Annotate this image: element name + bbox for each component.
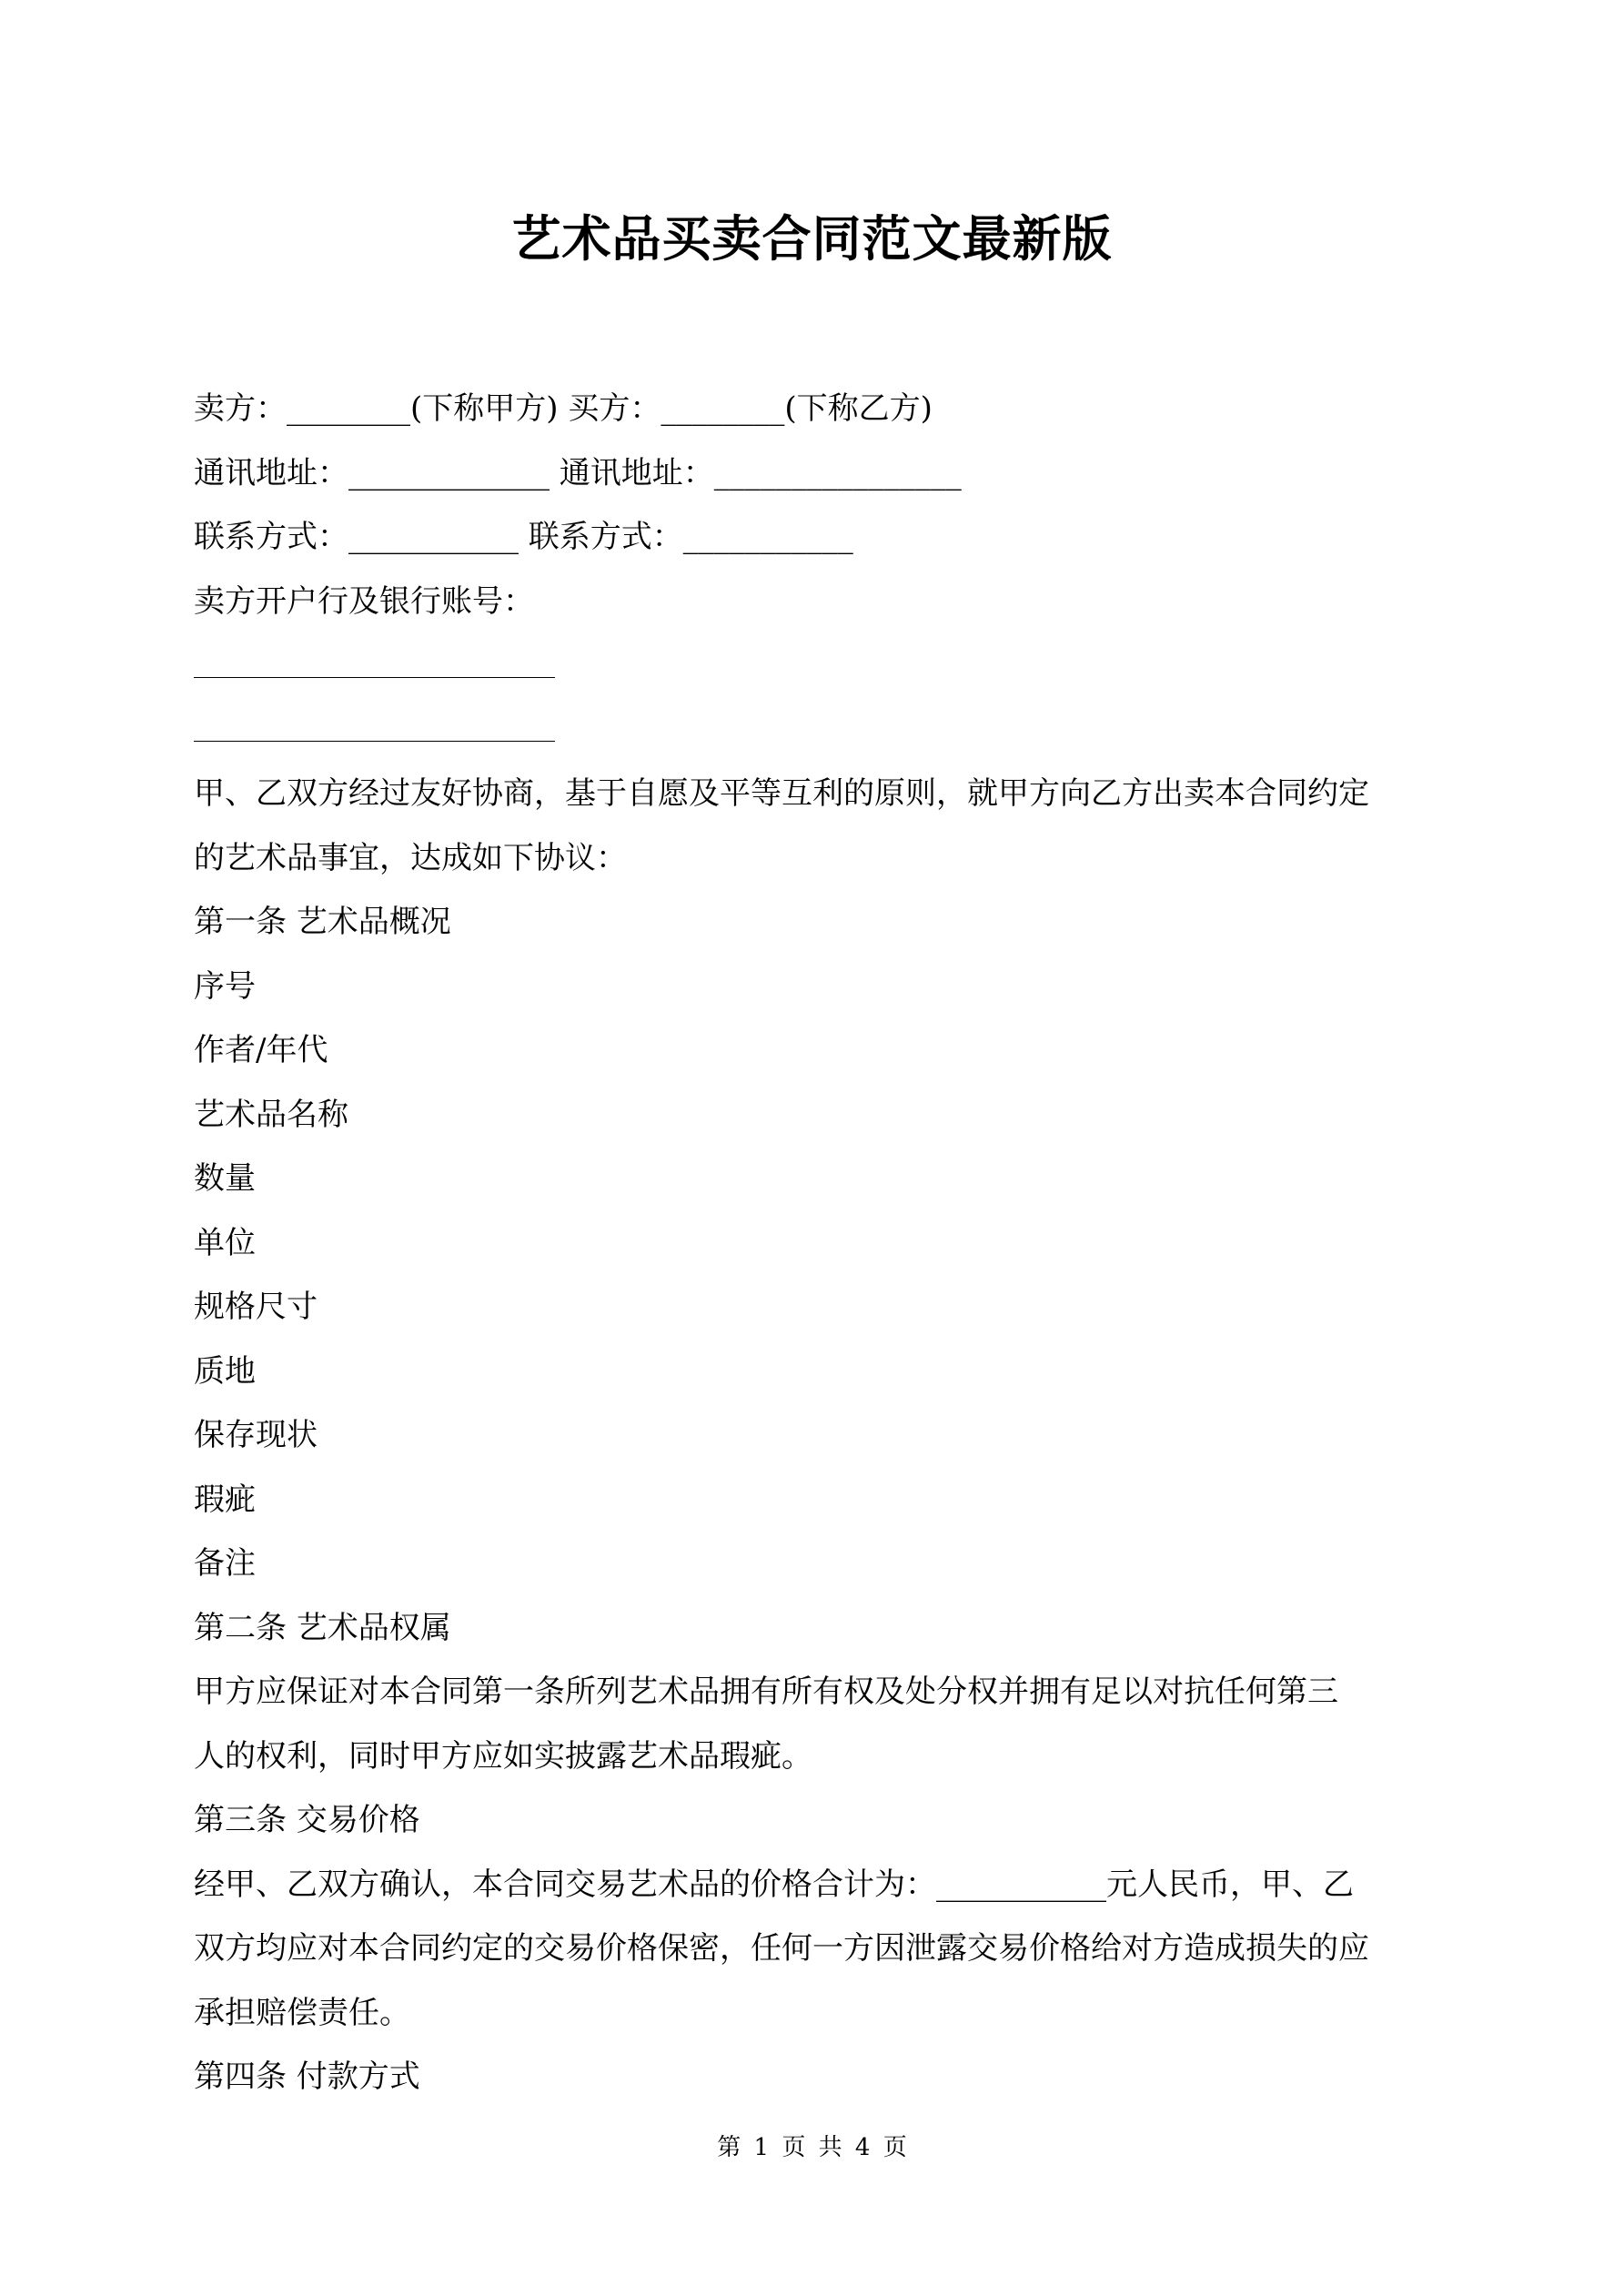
article4-heading: 第四条 付款方式 <box>194 2058 420 2095</box>
document-body <box>194 377 1440 2109</box>
article3-line-2: 双方均应对本合同约定的交易价格保密，任何一方因泄露交易价格给对方造成损失的应 <box>194 1930 1369 1967</box>
article1-field: 质地 <box>194 1352 256 1390</box>
intro-line-1: 甲、乙双方经过友好协商，基于自愿及平等互利的原则，就甲方向乙方出卖本合同约定 <box>194 775 1369 812</box>
parties-bank-account-label: 卖方开户行及银行账号： <box>194 582 534 620</box>
article1-field: 保存现状 <box>194 1417 318 1453</box>
article1-field: 规格尺寸 <box>194 1289 318 1325</box>
article2-line-2: 人的权利，同时甲方应如实披露艺术品瑕疵。 <box>194 1737 812 1775</box>
article1-field: 单位 <box>194 1224 256 1261</box>
bank-account-blank-2 <box>194 698 1440 763</box>
article2-line-1: 甲方应保证对本合同第一条所列艺术品拥有所有权及处分权并拥有足以对抗任何第三 <box>194 1674 1338 1710</box>
article1-heading: 第一条 艺术品概况 <box>194 904 451 940</box>
article1-field: 作者/年代 <box>194 1032 328 1068</box>
article1-field: 数量 <box>194 1160 256 1197</box>
article1-field: 序号 <box>194 967 256 1005</box>
article2-heading: 第二条 艺术品权属 <box>194 1609 451 1646</box>
article1-field: 艺术品名称 <box>194 1096 348 1133</box>
parties-seller-buyer: 卖方：________(下称甲方) 买方：________(下称乙方) <box>194 390 933 427</box>
bank-account-blank-1 <box>194 633 1440 698</box>
parties-contact: 联系方式：___________ 联系方式：___________ <box>194 519 853 555</box>
article3-heading: 第三条 交易价格 <box>194 1802 420 1838</box>
article3-line-3: 承担赔偿责任。 <box>194 1994 410 2031</box>
article1-field: 瑕疵 <box>194 1481 256 1518</box>
parties-address: 通讯地址：_____________ 通讯地址：________________ <box>194 454 962 491</box>
article1-field: 备注 <box>194 1545 256 1582</box>
article3-line-1: 经甲、乙双方确认，本合同交易艺术品的价格合计为：___________元人民币，甲、乙 <box>194 1866 1354 1903</box>
document-title: 艺术品买卖合同范文最新版 <box>511 209 1113 268</box>
page-footer: 第 1 页 共 4 页 <box>717 2134 907 2161</box>
intro-line-2: 的艺术品事宜，达成如下协议： <box>194 839 627 876</box>
